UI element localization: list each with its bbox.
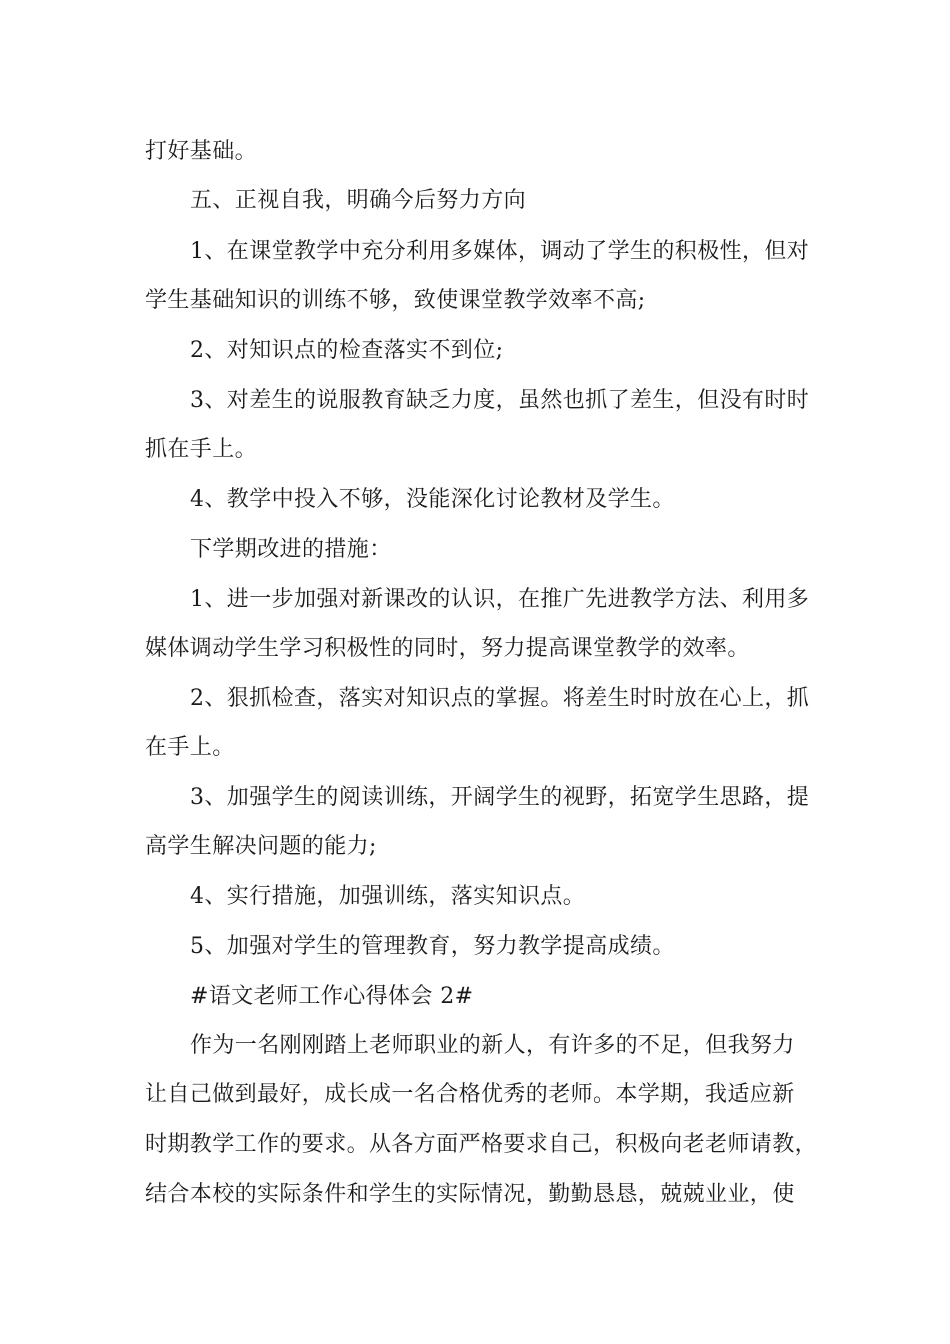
text-line: 高学生解决问题的能力; [145, 834, 377, 859]
text-line: 结合本校的实际条件和学生的实际情况，勤勤恳恳，兢兢业业，使 [145, 1182, 795, 1207]
text-line: 2、狠抓检查，落实对知识点的掌握。将差生时时放在心上，抓 [190, 686, 810, 711]
section-heading: #语文老师工作心得体会 2# [190, 984, 474, 1009]
text-line: 作为一名刚刚踏上老师职业的新人，有许多的不足，但我努力 [190, 1033, 795, 1058]
text-line: 让自己做到最好，成长成一名合格优秀的老师。本学期，我适应新 [145, 1082, 795, 1107]
text-line: 4、实行措施，加强训练，落实知识点。 [190, 884, 586, 909]
text-line: 在手上。 [145, 735, 235, 760]
text-line: 5、加强对学生的管理教育，努力教学提高成绩。 [190, 934, 675, 959]
text-line: 3、对差生的说服教育缺乏力度，虽然也抓了差生，但没有时时 [190, 388, 810, 413]
text-line: 抓在手上。 [145, 437, 258, 462]
text-line: 3、加强学生的阅读训练，开阔学生的视野，拓宽学生思路，提 [190, 785, 810, 810]
section-heading: 五、正视自我，明确今后努力方向 [190, 188, 527, 213]
text-line: 打好基础。 [145, 139, 258, 164]
text-line: 1、进一步加强对新课改的认识，在推广先进教学方法、利用多 [190, 587, 810, 612]
section-heading: 下学期改进的措施： [190, 537, 392, 562]
text-line: 1、在课堂教学中充分利用多媒体，调动了学生的积极性，但对 [190, 239, 810, 264]
text-line: 2、对知识点的检查落实不到位; [190, 338, 504, 363]
text-line: 学生基础知识的训练不够，致使课堂教学效率不高; [145, 288, 646, 313]
text-line: 媒体调动学生学习积极性的同时，努力提高课堂教学的效率。 [145, 636, 750, 661]
text-line: 4、教学中投入不够，没能深化讨论教材及学生。 [190, 487, 675, 512]
text-line: 时期教学工作的要求。从各方面严格要求自己，积极向老老师请教， [145, 1132, 818, 1157]
